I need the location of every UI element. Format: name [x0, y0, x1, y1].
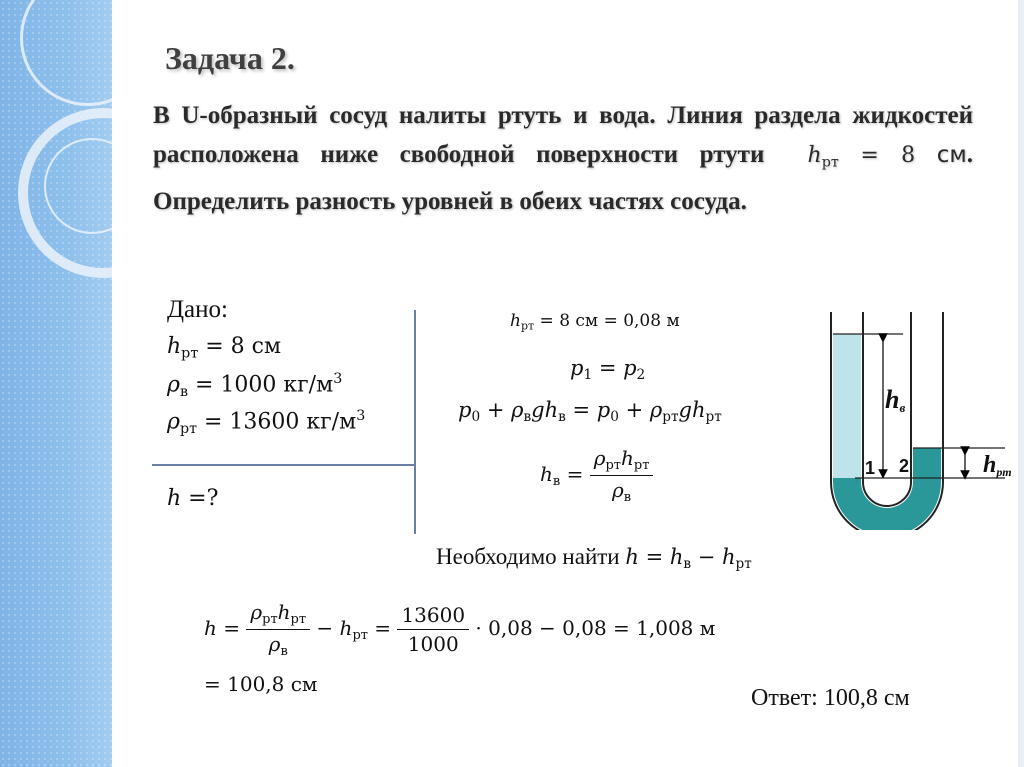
hrt-label: hрт [983, 452, 1012, 479]
given-rho-mercury: $\rho_{рт} = 13600$ $кг/м^3$ [167, 408, 366, 437]
point-1-label: 1 [865, 458, 876, 478]
hv-formula: $h_в$ = $\frac{\rho_{рт}h_{рт}}{\rho_в}$ [540, 446, 653, 505]
final-calculation: h = $\frac{\rho_{рт}h_{рт}}{\rho_в}$ − $h_{рт}$ = $\frac{13600}{1000}$ · 0,08 − 0,08 = 1,008 м [204, 600, 716, 659]
answer: Ответ: 100,8 см [751, 685, 910, 711]
given-rho-water: $\rho_в = 1000$ $кг/м^3$ [167, 371, 343, 400]
point-2-label: 2 [899, 456, 910, 476]
given-divider-horizontal [152, 464, 414, 466]
problem-statement [153, 96, 973, 221]
problem-h-unit: см [936, 142, 967, 168]
pressure-balance-equation: $p_0 + \rho_вgh_в = p_0 + \rho_{рт}gh_{рт}$ [458, 398, 722, 426]
problem-h-eq: = 8 [860, 143, 916, 168]
need-to-find: Необходимо найти $h = h_в - h_{рт}$ [436, 544, 752, 573]
given-divider-vertical [414, 310, 416, 534]
given-h: $h_{рт} = 8$ см [167, 334, 282, 362]
find-h: h =? [167, 486, 219, 511]
problem-h-var: $h_{рт}$ [807, 143, 839, 171]
given-title: Дано: [167, 296, 228, 323]
final-result-line: = 100,8 см [204, 672, 318, 696]
problem-text-1: В U-образный сосуд налиты ртуть и вода. Линия раздела жидкостей расположена ниже свободной поверхности ртути [153, 102, 973, 168]
slide-title: Задача 2. [165, 40, 295, 76]
decorative-side-band [0, 0, 112, 767]
pressure-equality: $p_1 = p_2$ [570, 356, 646, 384]
hv-label: hв [885, 385, 906, 415]
water-column [833, 334, 861, 480]
problem-text-2: . Определить разность уровней в обеих частях сосуда. [153, 141, 973, 216]
conversion-line: $h_{рт} = 8$ см = 0,08 м [510, 311, 680, 333]
u-tube-diagram [815, 300, 1020, 530]
